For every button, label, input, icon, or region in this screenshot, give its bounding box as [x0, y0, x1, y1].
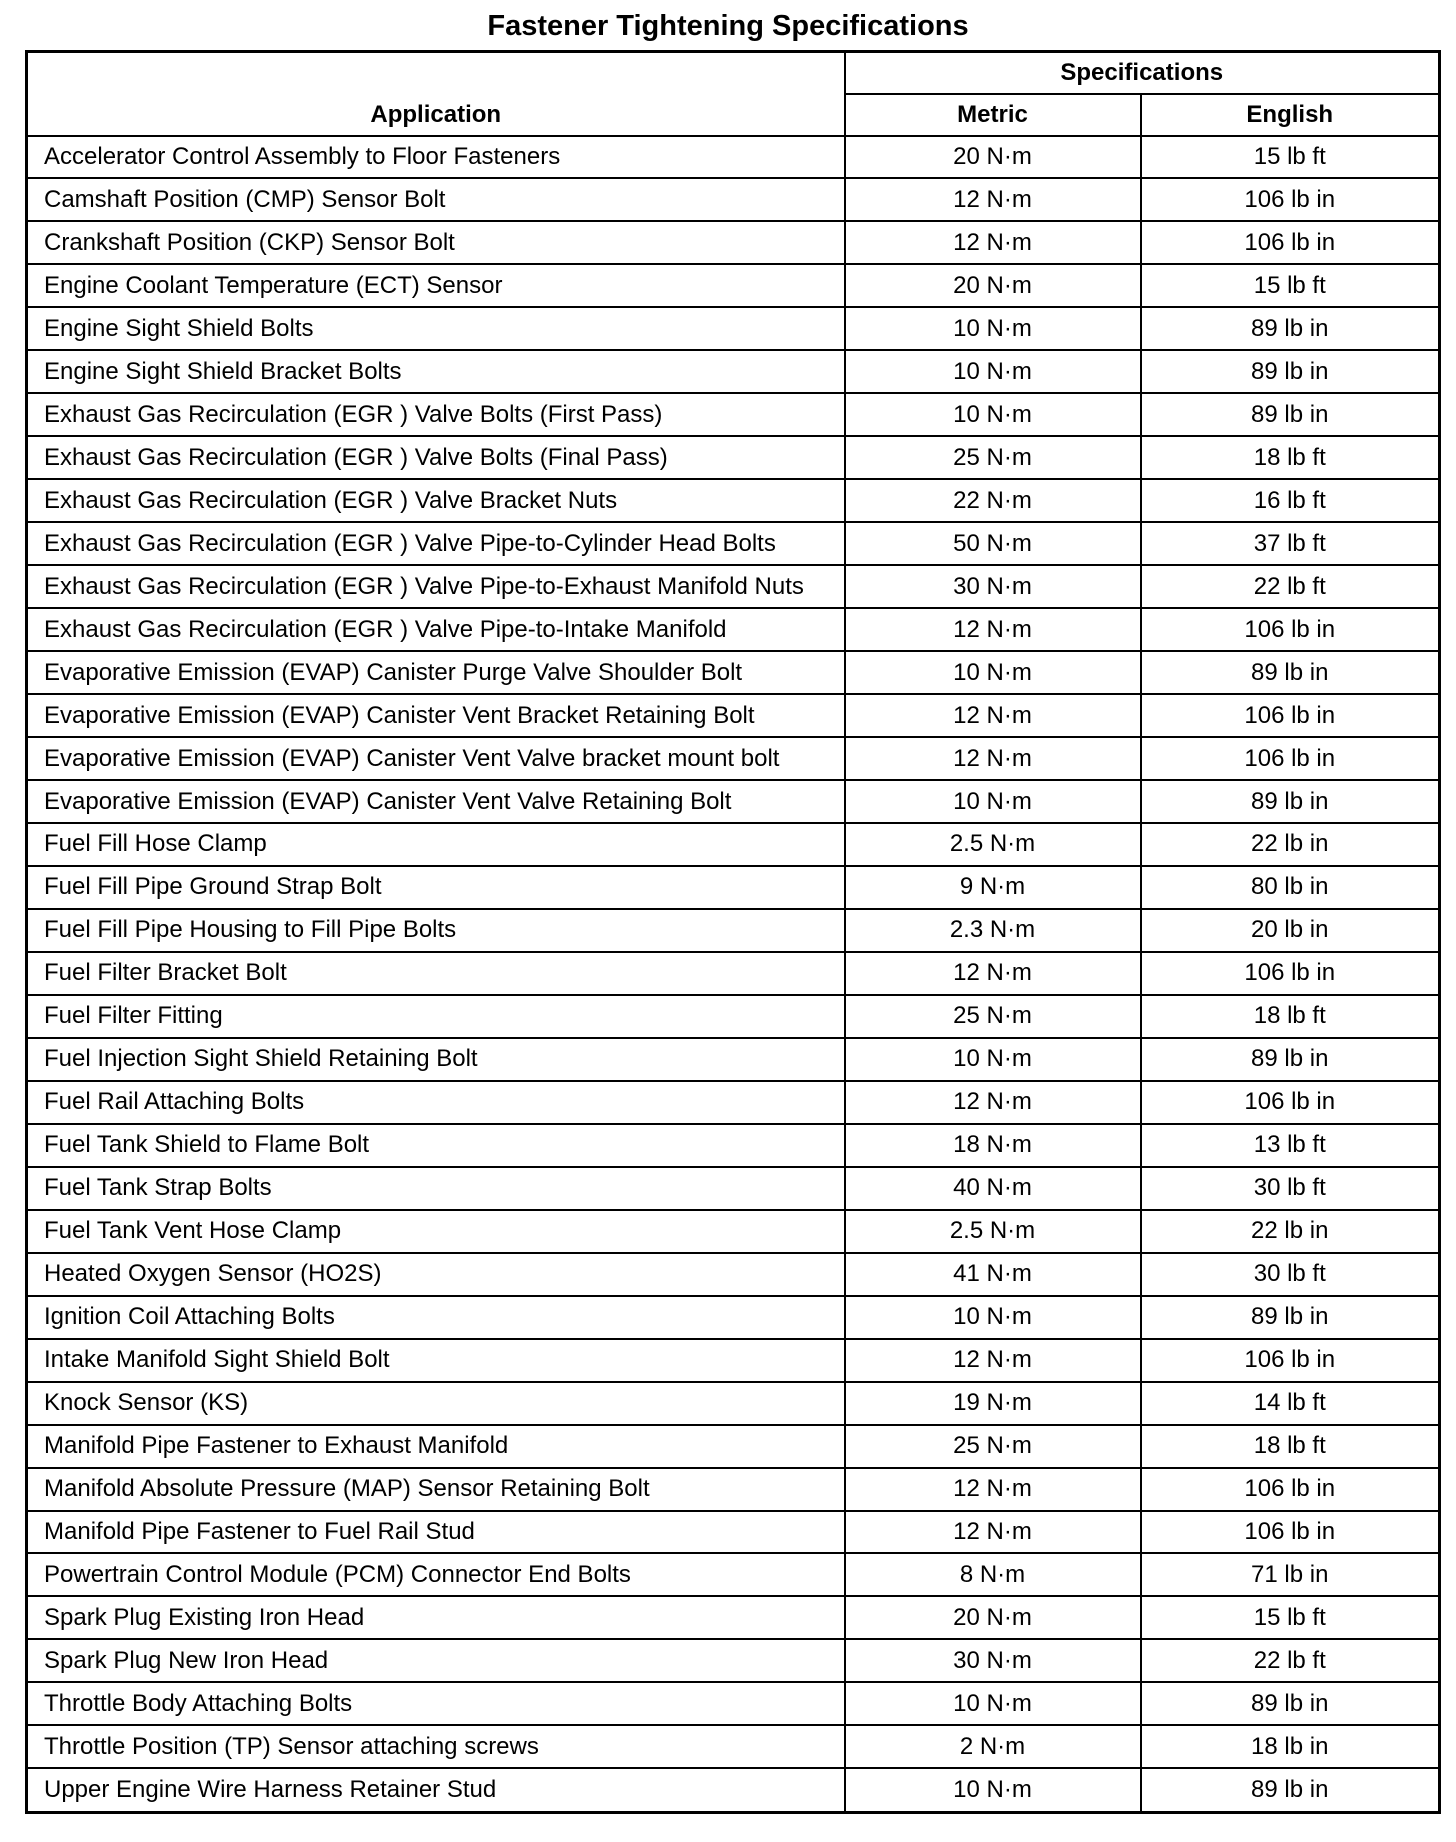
table-row [27, 909, 1440, 952]
table-row [27, 1553, 1440, 1596]
column-header-application: Application [27, 52, 845, 136]
table-row [27, 1124, 1440, 1167]
english-cell: 89 lb in [1141, 350, 1440, 393]
metric-cell: 25 N·m [845, 1425, 1141, 1468]
application-cell: Camshaft Position (CMP) Sensor Bolt [27, 178, 845, 221]
application-cell: Exhaust Gas Recirculation (EGR ) Valve Pipe-to-Intake Manifold [27, 608, 845, 651]
english-cell: 22 lb in [1141, 823, 1440, 866]
english-cell: 15 lb ft [1141, 136, 1440, 179]
english-cell: 106 lb in [1141, 221, 1440, 264]
table-row [27, 1682, 1440, 1725]
metric-cell: 40 N·m [845, 1167, 1141, 1210]
application-cell: Fuel Filter Bracket Bolt [27, 952, 845, 995]
table-row [27, 1768, 1440, 1812]
table-row [27, 823, 1440, 866]
metric-cell: 10 N·m [845, 1038, 1141, 1081]
metric-cell: 2 N·m [845, 1725, 1141, 1768]
english-cell: 89 lb in [1141, 651, 1440, 694]
application-cell: Engine Sight Shield Bolts [27, 307, 845, 350]
table-row [27, 522, 1440, 565]
application-cell: Evaporative Emission (EVAP) Canister Vent Valve bracket mount bolt [27, 737, 845, 780]
table-row [27, 136, 1440, 179]
english-cell: 15 lb ft [1141, 1596, 1440, 1639]
table-row [27, 1382, 1440, 1425]
column-header-specifications: Specifications [845, 52, 1440, 94]
table-row [27, 651, 1440, 694]
metric-cell: 12 N·m [845, 952, 1141, 995]
table-row [27, 995, 1440, 1038]
application-cell: Fuel Tank Shield to Flame Bolt [27, 1124, 845, 1167]
table-row [27, 307, 1440, 350]
english-cell: 30 lb ft [1141, 1253, 1440, 1296]
english-cell: 89 lb in [1141, 780, 1440, 823]
metric-cell: 25 N·m [845, 995, 1141, 1038]
metric-cell: 19 N·m [845, 1382, 1141, 1425]
english-cell: 22 lb ft [1141, 565, 1440, 608]
metric-cell: 8 N·m [845, 1553, 1141, 1596]
table-row [27, 1081, 1440, 1124]
application-cell: Ignition Coil Attaching Bolts [27, 1296, 845, 1339]
table-row [27, 1210, 1440, 1253]
fastener-spec-table [25, 50, 1441, 1814]
application-cell: Exhaust Gas Recirculation (EGR ) Valve Bolts (Final Pass) [27, 436, 845, 479]
application-cell: Crankshaft Position (CKP) Sensor Bolt [27, 221, 845, 264]
application-cell: Exhaust Gas Recirculation (EGR ) Valve Pipe-to-Exhaust Manifold Nuts [27, 565, 845, 608]
english-cell: 15 lb ft [1141, 264, 1440, 307]
table-body [27, 136, 1440, 1813]
english-cell: 14 lb ft [1141, 1382, 1440, 1425]
english-cell: 89 lb in [1141, 1768, 1440, 1812]
table-row [27, 178, 1440, 221]
application-cell: Spark Plug New Iron Head [27, 1639, 845, 1682]
english-cell: 106 lb in [1141, 1468, 1440, 1511]
english-cell: 71 lb in [1141, 1553, 1440, 1596]
english-cell: 89 lb in [1141, 1296, 1440, 1339]
english-cell: 89 lb in [1141, 393, 1440, 436]
table-row [27, 952, 1440, 995]
metric-cell: 10 N·m [845, 780, 1141, 823]
english-cell: 22 lb ft [1141, 1639, 1440, 1682]
table-row [27, 1167, 1440, 1210]
application-cell: Evaporative Emission (EVAP) Canister Vent Bracket Retaining Bolt [27, 694, 845, 737]
table-row [27, 1511, 1440, 1554]
table-row [27, 1253, 1440, 1296]
english-cell: 18 lb ft [1141, 436, 1440, 479]
metric-cell: 10 N·m [845, 307, 1141, 350]
metric-cell: 12 N·m [845, 694, 1141, 737]
column-header-metric: Metric [845, 94, 1141, 136]
metric-cell: 50 N·m [845, 522, 1141, 565]
metric-cell: 20 N·m [845, 1596, 1141, 1639]
table-row [27, 1038, 1440, 1081]
english-cell: 106 lb in [1141, 694, 1440, 737]
english-cell: 18 lb ft [1141, 995, 1440, 1038]
application-cell: Intake Manifold Sight Shield Bolt [27, 1339, 845, 1382]
application-cell: Fuel Tank Strap Bolts [27, 1167, 845, 1210]
table-row [27, 1725, 1440, 1768]
table-row [27, 1296, 1440, 1339]
table-row [27, 1468, 1440, 1511]
metric-cell: 22 N·m [845, 479, 1141, 522]
application-cell: Evaporative Emission (EVAP) Canister Purge Valve Shoulder Bolt [27, 651, 845, 694]
metric-cell: 41 N·m [845, 1253, 1141, 1296]
english-cell: 106 lb in [1141, 1081, 1440, 1124]
english-cell: 89 lb in [1141, 1038, 1440, 1081]
metric-cell: 12 N·m [845, 1468, 1141, 1511]
english-cell: 18 lb in [1141, 1725, 1440, 1768]
application-cell: Manifold Pipe Fastener to Fuel Rail Stud [27, 1511, 845, 1554]
metric-cell: 12 N·m [845, 1511, 1141, 1554]
metric-cell: 18 N·m [845, 1124, 1141, 1167]
application-cell: Evaporative Emission (EVAP) Canister Vent Valve Retaining Bolt [27, 780, 845, 823]
english-cell: 16 lb ft [1141, 479, 1440, 522]
metric-cell: 25 N·m [845, 436, 1141, 479]
table-row [27, 393, 1440, 436]
metric-cell: 10 N·m [845, 1682, 1141, 1725]
application-cell: Fuel Rail Attaching Bolts [27, 1081, 845, 1124]
metric-cell: 2.5 N·m [845, 1210, 1141, 1253]
english-cell: 20 lb in [1141, 909, 1440, 952]
english-cell: 13 lb ft [1141, 1124, 1440, 1167]
table-row [27, 1596, 1440, 1639]
english-cell: 106 lb in [1141, 952, 1440, 995]
application-cell: Fuel Filter Fitting [27, 995, 845, 1038]
application-cell: Manifold Absolute Pressure (MAP) Sensor Retaining Bolt [27, 1468, 845, 1511]
table-row [27, 694, 1440, 737]
application-cell: Upper Engine Wire Harness Retainer Stud [27, 1768, 845, 1812]
metric-cell: 30 N·m [845, 1639, 1141, 1682]
application-cell: Exhaust Gas Recirculation (EGR ) Valve Bracket Nuts [27, 479, 845, 522]
english-cell: 106 lb in [1141, 178, 1440, 221]
metric-cell: 30 N·m [845, 565, 1141, 608]
english-cell: 106 lb in [1141, 1339, 1440, 1382]
english-cell: 18 lb ft [1141, 1425, 1440, 1468]
metric-cell: 12 N·m [845, 1339, 1141, 1382]
english-cell: 80 lb in [1141, 866, 1440, 909]
metric-cell: 10 N·m [845, 651, 1141, 694]
application-cell: Throttle Position (TP) Sensor attaching screws [27, 1725, 845, 1768]
application-cell: Exhaust Gas Recirculation (EGR ) Valve Pipe-to-Cylinder Head Bolts [27, 522, 845, 565]
english-cell: 106 lb in [1141, 737, 1440, 780]
metric-cell: 10 N·m [845, 350, 1141, 393]
page-title: Fastener Tightening Specifications [487, 10, 969, 42]
table-row [27, 1339, 1440, 1382]
metric-cell: 2.5 N·m [845, 823, 1141, 866]
english-cell: 106 lb in [1141, 1511, 1440, 1554]
application-cell: Throttle Body Attaching Bolts [27, 1682, 845, 1725]
application-cell: Heated Oxygen Sensor (HO2S) [27, 1253, 845, 1296]
table-row [27, 866, 1440, 909]
metric-cell: 12 N·m [845, 221, 1141, 264]
table-row [27, 479, 1440, 522]
application-cell: Fuel Injection Sight Shield Retaining Bolt [27, 1038, 845, 1081]
table-row [27, 1425, 1440, 1468]
table-row [27, 1639, 1440, 1682]
metric-cell: 20 N·m [845, 264, 1141, 307]
table-row [27, 608, 1440, 651]
english-cell: 89 lb in [1141, 307, 1440, 350]
metric-cell: 12 N·m [845, 737, 1141, 780]
application-cell: Exhaust Gas Recirculation (EGR ) Valve Bolts (First Pass) [27, 393, 845, 436]
metric-cell: 12 N·m [845, 608, 1141, 651]
table-row [27, 565, 1440, 608]
application-cell: Fuel Fill Pipe Housing to Fill Pipe Bolts [27, 909, 845, 952]
metric-cell: 9 N·m [845, 866, 1141, 909]
english-cell: 37 lb ft [1141, 522, 1440, 565]
application-cell: Knock Sensor (KS) [27, 1382, 845, 1425]
english-cell: 106 lb in [1141, 608, 1440, 651]
application-cell: Manifold Pipe Fastener to Exhaust Manifold [27, 1425, 845, 1468]
application-cell: Fuel Fill Pipe Ground Strap Bolt [27, 866, 845, 909]
application-cell: Accelerator Control Assembly to Floor Fasteners [27, 136, 845, 179]
metric-cell: 20 N·m [845, 136, 1141, 179]
english-cell: 30 lb ft [1141, 1167, 1440, 1210]
metric-cell: 10 N·m [845, 393, 1141, 436]
table-row [27, 350, 1440, 393]
metric-cell: 12 N·m [845, 1081, 1141, 1124]
application-cell: Engine Sight Shield Bracket Bolts [27, 350, 845, 393]
metric-cell: 12 N·m [845, 178, 1141, 221]
table-row [27, 436, 1440, 479]
english-cell: 89 lb in [1141, 1682, 1440, 1725]
table-row [27, 737, 1440, 780]
application-cell: Spark Plug Existing Iron Head [27, 1596, 845, 1639]
table-row [27, 780, 1440, 823]
table-row [27, 221, 1440, 264]
english-cell: 22 lb in [1141, 1210, 1440, 1253]
application-cell: Fuel Tank Vent Hose Clamp [27, 1210, 845, 1253]
metric-cell: 10 N·m [845, 1296, 1141, 1339]
application-cell: Fuel Fill Hose Clamp [27, 823, 845, 866]
column-header-english: English [1141, 94, 1440, 136]
table-row [27, 264, 1440, 307]
application-cell: Powertrain Control Module (PCM) Connector End Bolts [27, 1553, 845, 1596]
metric-cell: 2.3 N·m [845, 909, 1141, 952]
application-cell: Engine Coolant Temperature (ECT) Sensor [27, 264, 845, 307]
metric-cell: 10 N·m [845, 1768, 1141, 1812]
